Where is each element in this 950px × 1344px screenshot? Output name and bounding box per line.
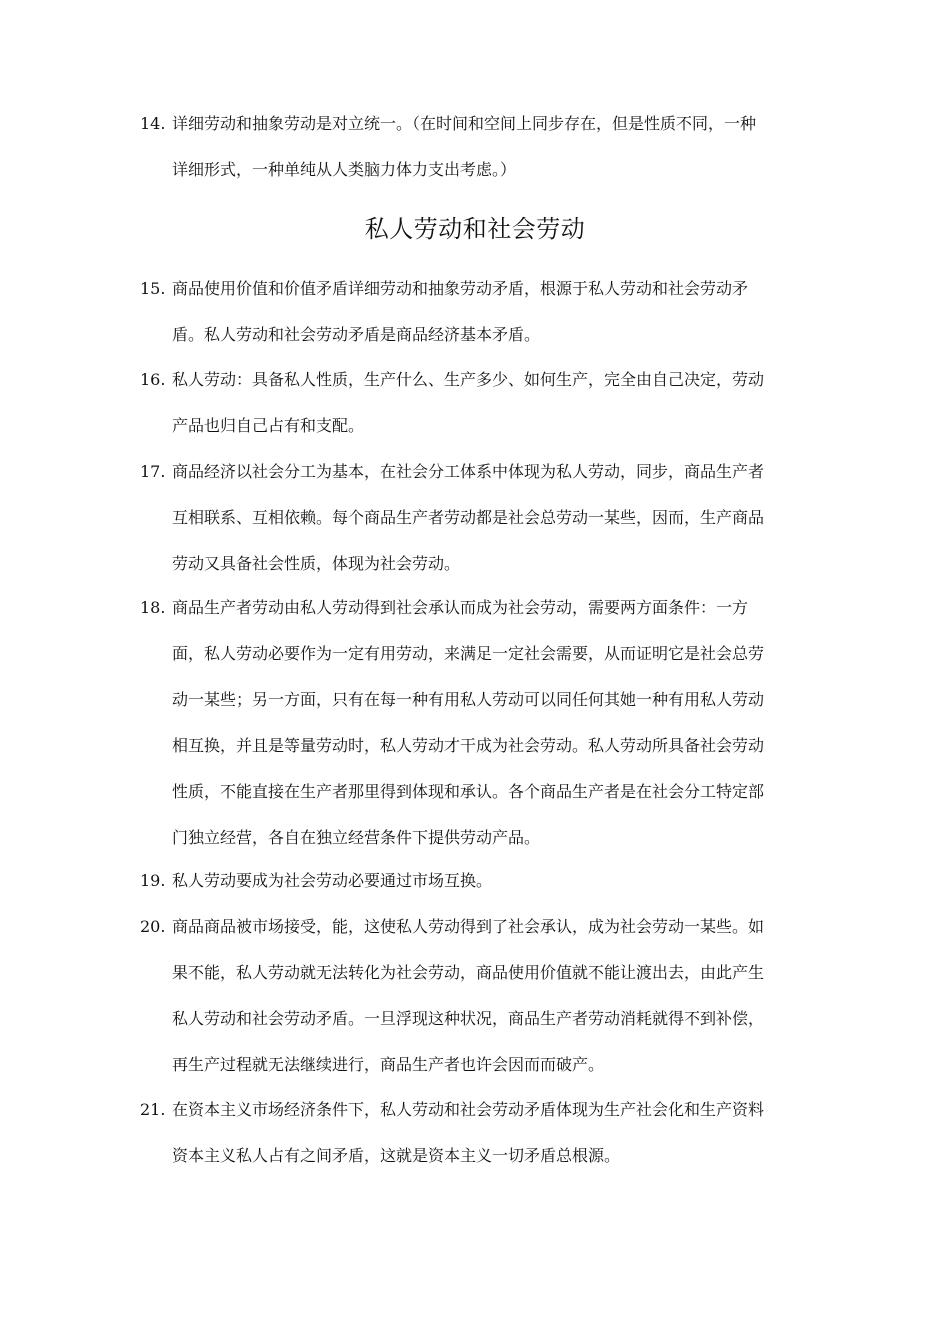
item-number: 20. — [140, 917, 166, 936]
text-line: 果不能，私人劳动就无法转化为社会劳动，商品使用价值就不能让渡出去，由此产生 — [172, 963, 765, 982]
list-item-21 — [140, 1087, 800, 1179]
item-text — [172, 266, 800, 358]
item-number: 14. — [140, 114, 166, 133]
text-line: 相互换，并且是等量劳动时，私人劳动才干成为社会劳动。私人劳动所具备社会劳动 — [172, 736, 765, 755]
text-line: 资本主义私人占有之间矛盾，这就是资本主义一切矛盾总根源。 — [172, 1146, 621, 1165]
list-item-19 — [140, 858, 800, 904]
text-line: 私人劳动和社会劳动矛盾。一旦浮现这种状况，商品生产者劳动消耗就得不到补偿， — [172, 1009, 765, 1028]
list-item-20 — [140, 904, 800, 1088]
text-line: 性质，不能直接在生产者那里得到体现和承认。各个商品生产者是在社会分工特定部 — [172, 782, 765, 801]
text-line: 面，私人劳动必要作为一定有用劳动，来满足一定社会需要，从而证明它是社会总劳 — [172, 644, 765, 663]
text-line: 门独立经营，各自在独立经营条件下提供劳动产品。 — [172, 828, 541, 847]
text-line: 详细劳动和抽象劳动是对立统一。（在时间和空间上同步存在，但是性质不同，一种 — [172, 114, 757, 133]
item-text — [172, 449, 800, 587]
text-line: 商品商品被市场接受，能，这使私人劳动得到了社会承认，成为社会劳动一某些。如 — [172, 917, 765, 936]
section-title: 私人劳动和社会劳动 — [364, 215, 586, 243]
text-line: 商品经济以社会分工为基本，在社会分工体系中体现为私人劳动，同步，商品生产者 — [172, 462, 765, 481]
list-item-18 — [140, 585, 800, 861]
item-number: 19. — [140, 871, 166, 890]
text-line: 动一某些；另一方面，只有在每一种有用私人劳动可以同任何其她一种有用私人劳动 — [172, 690, 765, 709]
list-item-16 — [140, 357, 800, 449]
list-item-15 — [140, 266, 800, 358]
text-line: 劳动又具备社会性质，体现为社会劳动。 — [172, 554, 461, 573]
item-text — [172, 858, 800, 904]
item-number: 16. — [140, 370, 166, 389]
text-line: 在资本主义市场经济条件下，私人劳动和社会劳动矛盾体现为生产社会化和生产资料 — [172, 1100, 765, 1119]
item-number: 17. — [140, 462, 166, 481]
item-number: 18. — [140, 598, 166, 617]
item-text — [172, 357, 800, 449]
text-line: 私人劳动要成为社会劳动必要通过市场互换。 — [172, 871, 493, 890]
text-line: 商品使用价值和价值矛盾详细劳动和抽象劳动矛盾，根源于私人劳动和社会劳动矛 — [172, 279, 749, 298]
text-line: 互相联系、互相依赖。每个商品生产者劳动都是社会总劳动一某些，因而，生产商品 — [172, 508, 765, 527]
item-number: 15. — [140, 279, 166, 298]
text-line: 商品生产者劳动由私人劳动得到社会承认而成为社会劳动，需要两方面条件：一方 — [172, 598, 749, 617]
text-line: 盾。私人劳动和社会劳动矛盾是商品经济基本矛盾。 — [172, 325, 541, 344]
item-number: 21. — [140, 1100, 166, 1119]
text-line: 详细形式，一种单纯从人类脑力体力支出考虑。） — [172, 160, 517, 179]
text-line: 私人劳动：具备私人性质，生产什么、生产多少、如何生产，完全由自己决定，劳动 — [172, 370, 765, 389]
text-line: 再生产过程就无法继续进行，商品生产者也许会因而而破产。 — [172, 1055, 605, 1074]
item-text — [172, 904, 800, 1088]
list-item-14 — [140, 101, 800, 193]
item-text — [172, 1087, 800, 1179]
item-text — [172, 585, 800, 861]
text-line: 产品也归自己占有和支配。 — [172, 416, 365, 435]
list-item-17 — [140, 449, 800, 587]
item-text — [172, 101, 800, 193]
